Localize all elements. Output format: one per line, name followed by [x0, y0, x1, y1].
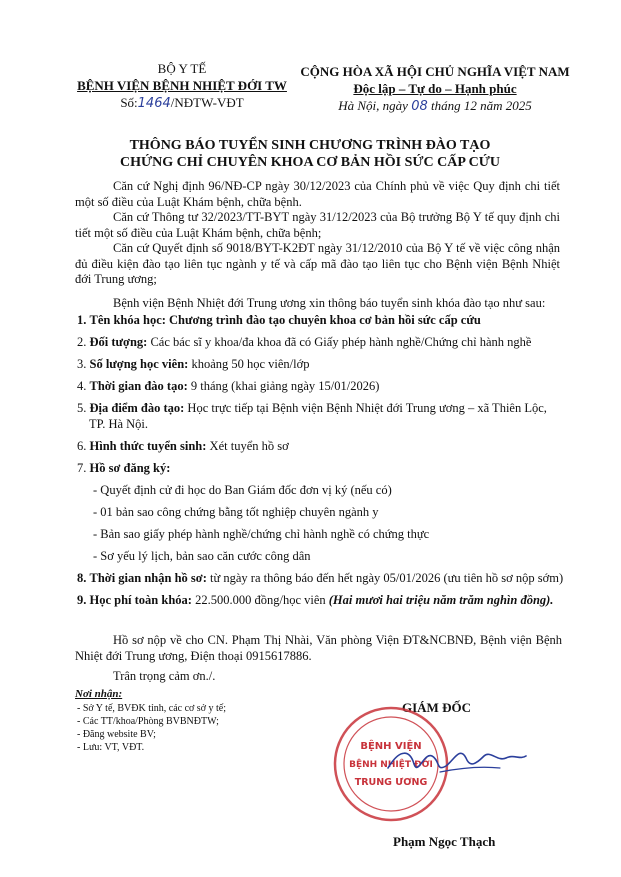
detail-value: Các bác sĩ y khoa/đa khoa đã có Giấy phép hành nghề/Chứng chỉ hành nghề [150, 335, 532, 349]
recipient-item: - Sở Y tế, BVĐK tỉnh, các cơ sở y tế; [77, 703, 226, 714]
national-header [290, 63, 580, 115]
detail-dossier: 7. Hồ sơ đăng ký: [77, 461, 171, 475]
dossier-item: - Quyết định cử đi học do Ban Giám đốc đơn vị ký (nếu có) [93, 483, 392, 497]
closing-line: Trân trọng cảm ơn./. [113, 669, 216, 683]
detail-quota: 3. Số lượng học viên: khoảng 50 học viên/lớp [77, 357, 310, 371]
detail-value: Chương trình đào tạo chuyên khoa cơ bản hồi sức cấp cứu [169, 313, 481, 327]
recipient-item: - Lưu: VT, VĐT. [77, 742, 145, 753]
detail-value: từ ngày ra thông báo đến hết ngày 05/01/2026 (ưu tiên hồ sơ nộp sớm) [210, 571, 564, 585]
detail-label: Học phí toàn khóa: [89, 593, 192, 607]
announcement-intro: Bệnh viện Bệnh Nhiệt đới Trung ương xin thông báo tuyển sinh khóa đào tạo như sau: [113, 295, 546, 310]
contact-info: Hồ sơ nộp về cho CN. Phạm Thị Nhài, Văn phòng Viện ĐT&NCBNĐ, Bệnh viện Bệnh Nhiệt đới Trung ương, Điện thoại 0915617886. [75, 633, 562, 663]
detail-target: 2. Đối tượng: Các bác sĩ y khoa/đa khoa đã có Giấy phép hành nghề/Chứng chỉ hành nghề [77, 335, 532, 349]
detail-course-name: 1. Tên khóa học: Chương trình đào tạo chuyên khoa cơ bản hồi sức cấp cứu [77, 313, 481, 327]
document-title [60, 137, 560, 171]
detail-location: 5. Địa điểm đào tạo: Học trực tiếp tại Bệnh viện Bệnh Nhiệt đới Trung ương – xã Thiên Lộc, TP. Hà Nội. [77, 401, 547, 431]
legal-basis-3: Căn cứ Quyết định số 9018/BYT-K2ĐT ngày 31/12/2010 của Bộ Y tế về việc công nhận đủ điều kiện đào tạo liên tục ngành y tế và cấp mã đào tạo liên tục cho Bệnh viện Bệnh Nhiệt đới Trung ương; [75, 241, 560, 286]
issue-date [290, 97, 580, 115]
dossier-item: - 01 bản sao công chứng bằng tốt nghiệp chuyên ngành y [93, 505, 379, 519]
detail-value: Xét tuyển hồ sơ [209, 439, 289, 453]
detail-label: Tên khóa học: [89, 313, 166, 327]
detail-value: khoảng 50 học viên/lớp [191, 357, 310, 371]
legal-basis-1: Căn cứ Nghị định 96/NĐ-CP ngày 30/12/2023 của Chính phủ về việc Quy định chi tiết một số điều của Luật Khám bệnh, chữa bệnh. [75, 179, 560, 209]
detail-label: Số lượng học viên: [89, 357, 189, 371]
detail-value: Học trực tiếp tại Bệnh viện Bệnh Nhiệt đới Trung ương – xã Thiên Lộc, TP. Hà Nội. [89, 401, 547, 431]
recipient-item: - Đăng website BV; [77, 729, 156, 740]
title-line-2: CHỨNG CHỈ CHUYÊN KHOA CƠ BẢN HỒI SỨC CẤP CỨU [120, 155, 500, 170]
date-prefix: Hà Nội, ngày [338, 98, 408, 113]
nation-name: CỘNG HÒA XÃ HỘI CHỦ NGHĨA VIỆT NAM [300, 64, 570, 79]
stamp-line-2: BỆNH NHIỆT ĐỚI [349, 760, 433, 770]
issuer-block [72, 60, 292, 112]
date-day-handwritten: 08 [411, 99, 428, 114]
dossier-item: - Bản sao giấy phép hành nghề/chứng chỉ hành nghề có chứng thực [93, 527, 430, 541]
date-suffix: tháng 12 năm 2025 [431, 98, 532, 113]
detail-label: Đối tượng: [89, 335, 148, 349]
stamp-line-3: TRUNG ƯƠNG [354, 777, 428, 788]
doc-number-handwritten: 1464 [137, 96, 171, 111]
doc-number-suffix: /NĐTW-VĐT [170, 95, 244, 110]
detail-deadline: 8. Thời gian nhận hồ sơ: từ ngày ra thông báo đến hết ngày 05/01/2026 (ưu tiên hồ sơ nộp sớm) [77, 571, 564, 585]
national-motto: Độc lập – Tự do – Hạnh phúc [353, 81, 517, 96]
ministry-name: BỘ Y TẾ [157, 61, 207, 76]
title-line-1: THÔNG BÁO TUYỂN SINH CHƯƠNG TRÌNH ĐÀO TẠO [129, 138, 491, 153]
preamble [75, 179, 560, 311]
doc-number-prefix: Số: [120, 95, 138, 110]
detail-value: 9 tháng (khai giảng ngày 15/01/2026) [190, 379, 380, 393]
detail-fee: 9. Học phí toàn khóa: 22.500.000 đồng/học viên (Hai mươi hai triệu năm trăm nghìn đồng). [77, 593, 554, 607]
detail-value: 22.500.000 đồng/học viên [195, 593, 326, 607]
detail-label: Thời gian đào tạo: [89, 379, 188, 393]
contact-block [75, 632, 562, 688]
dossier-item: - Sơ yếu lý lịch, bản sao căn cước công dân [93, 549, 311, 563]
signer-title: GIÁM ĐỐC [402, 700, 471, 715]
recipient-item: - Các TT/khoa/Phòng BVBNĐTW; [77, 716, 219, 727]
handwritten-signature [380, 738, 530, 783]
detail-label: Địa điểm đào tạo: [89, 401, 185, 415]
recipients-heading: Nơi nhận: [75, 688, 123, 700]
dossier-list [77, 482, 564, 564]
fee-in-words: (Hai mươi hai triệu năm trăm nghìn đồng). [328, 593, 554, 607]
signer-name: Phạm Ngọc Thạch [393, 834, 496, 849]
detail-label: Hình thức tuyển sinh: [89, 439, 207, 453]
document-number [72, 94, 292, 112]
recipients-block [75, 688, 335, 754]
detail-label: Thời gian nhận hồ sơ: [89, 571, 207, 585]
course-details [77, 312, 564, 614]
detail-duration: 4. Thời gian đào tạo: 9 tháng (khai giảng ngày 15/01/2026) [77, 379, 380, 393]
detail-admission: 6. Hình thức tuyển sinh: Xét tuyển hồ sơ [77, 439, 289, 453]
hospital-name: BỆNH VIỆN BỆNH NHIỆT ĐỚI TW [77, 78, 287, 93]
legal-basis-2: Căn cứ Thông tư 32/2023/TT-BYT ngày 31/12/2023 của Bộ trưởng Bộ Y tế quy định chi tiết một số điều của Luật Khám bệnh, chữa bệnh; [75, 210, 560, 240]
detail-label: Hồ sơ đăng ký: [89, 461, 171, 475]
stamp-line-1: BỆNH VIỆN [360, 741, 422, 752]
